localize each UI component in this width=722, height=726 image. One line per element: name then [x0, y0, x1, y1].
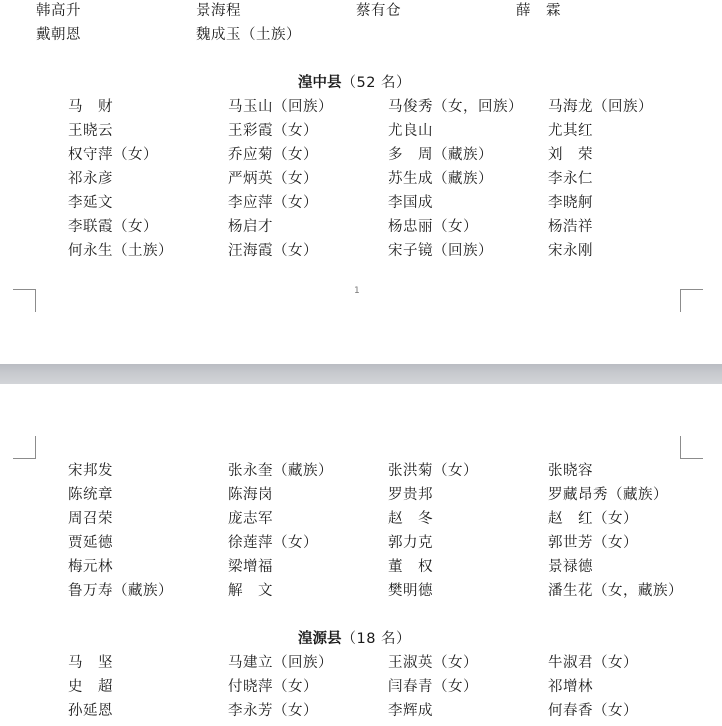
name-entry: 史 超 [68, 679, 113, 695]
name-entry: 李辉成 [388, 703, 433, 719]
name-entry: 张洪菊（女） [388, 463, 478, 479]
name-entry: 魏成玉（土族） [196, 27, 301, 43]
name-entry: 多 周（藏族） [388, 147, 493, 163]
name-entry: 刘 荣 [548, 147, 593, 163]
name-entry: 王淑英（女） [388, 655, 478, 671]
name-entry: 庞志军 [228, 511, 273, 527]
name-entry: 郭世芳（女） [548, 535, 638, 551]
section-title: 湟中县 [298, 75, 342, 91]
name-entry: 赵 红（女） [548, 511, 638, 527]
name-entry: 杨忠丽（女） [388, 219, 478, 235]
name-entry: 尤其红 [548, 123, 593, 139]
name-entry: 董 权 [388, 559, 433, 575]
name-entry: 罗藏昂秀（藏族） [548, 487, 668, 503]
name-entry: 祁增林 [548, 679, 593, 695]
name-entry: 潘生花（女，藏族） [548, 583, 683, 599]
section-heading-huangyuan [298, 630, 411, 648]
name-entry: 陈海岗 [228, 487, 273, 503]
section-title: 湟源县 [298, 631, 342, 647]
name-entry: 祁永彦 [68, 171, 113, 187]
name-entry: 付晓萍（女） [228, 679, 318, 695]
name-entry: 李应萍（女） [228, 195, 318, 211]
name-entry: 郭力克 [388, 535, 433, 551]
name-entry: 梅元林 [68, 559, 113, 575]
name-entry: 李联霞（女） [68, 219, 158, 235]
name-entry: 何永生（土族） [68, 243, 173, 259]
name-entry: 王晓云 [68, 123, 113, 139]
name-entry: 赵 冬 [388, 511, 433, 527]
margin-corner-mark [680, 436, 703, 459]
document-page-2 [0, 384, 722, 726]
name-entry: 张晓容 [548, 463, 593, 479]
name-entry: 周召荣 [68, 511, 113, 527]
name-entry: 何春香（女） [548, 703, 638, 719]
name-entry: 马玉山（回族） [228, 99, 333, 115]
name-entry: 徐莲萍（女） [228, 535, 318, 551]
name-entry: 罗贵邦 [388, 487, 433, 503]
name-entry: 权守萍（女） [68, 147, 158, 163]
name-entry: 马 坚 [68, 655, 113, 671]
name-entry: 宋邦发 [68, 463, 113, 479]
name-entry: 李永芳（女） [228, 703, 318, 719]
name-entry: 张永奎（藏族） [228, 463, 333, 479]
name-entry: 李国成 [388, 195, 433, 211]
name-entry: 王彩霞（女） [228, 123, 318, 139]
name-entry: 李延文 [68, 195, 113, 211]
page-separator [0, 364, 722, 384]
name-entry: 宋永刚 [548, 243, 593, 259]
name-entry: 景禄德 [548, 559, 593, 575]
name-entry: 杨浩祥 [548, 219, 593, 235]
margin-corner-mark [13, 436, 36, 459]
name-entry: 苏生成（藏族） [388, 171, 493, 187]
page-number: 1 [354, 286, 360, 296]
section-count: （52 名） [341, 75, 412, 91]
name-entry: 宋子镜（回族） [388, 243, 493, 259]
name-entry: 马 财 [68, 99, 113, 115]
name-entry: 汪海霞（女） [228, 243, 318, 259]
name-entry: 尤良山 [388, 123, 433, 139]
name-entry: 梁增福 [228, 559, 273, 575]
name-entry: 韩高升 [36, 3, 81, 19]
name-entry: 李永仁 [548, 171, 593, 187]
name-entry: 薛 霖 [516, 3, 561, 19]
name-entry: 李晓舸 [548, 195, 593, 211]
name-entry: 闫春青（女） [388, 679, 478, 695]
name-entry: 贾延德 [68, 535, 113, 551]
name-entry: 马建立（回族） [228, 655, 333, 671]
name-entry: 鲁万寿（藏族） [68, 583, 173, 599]
name-entry: 戴朝恩 [36, 27, 81, 43]
name-entry: 蔡有仓 [356, 3, 401, 19]
name-entry: 杨启才 [228, 219, 273, 235]
section-count: （18 名） [341, 631, 412, 647]
section-heading-huangzhong [298, 74, 411, 92]
name-entry: 牛淑君（女） [548, 655, 638, 671]
name-entry: 乔应菊（女） [228, 147, 318, 163]
name-entry: 解 文 [228, 583, 273, 599]
name-entry: 景海程 [196, 3, 241, 19]
margin-corner-mark [680, 289, 703, 312]
name-entry: 严炳英（女） [228, 171, 318, 187]
name-entry: 马俊秀（女，回族） [388, 99, 523, 115]
name-entry: 陈统章 [68, 487, 113, 503]
name-entry: 樊明德 [388, 583, 433, 599]
margin-corner-mark [13, 289, 36, 312]
name-entry: 马海龙（回族） [548, 99, 653, 115]
name-entry: 孙延恩 [68, 703, 113, 719]
